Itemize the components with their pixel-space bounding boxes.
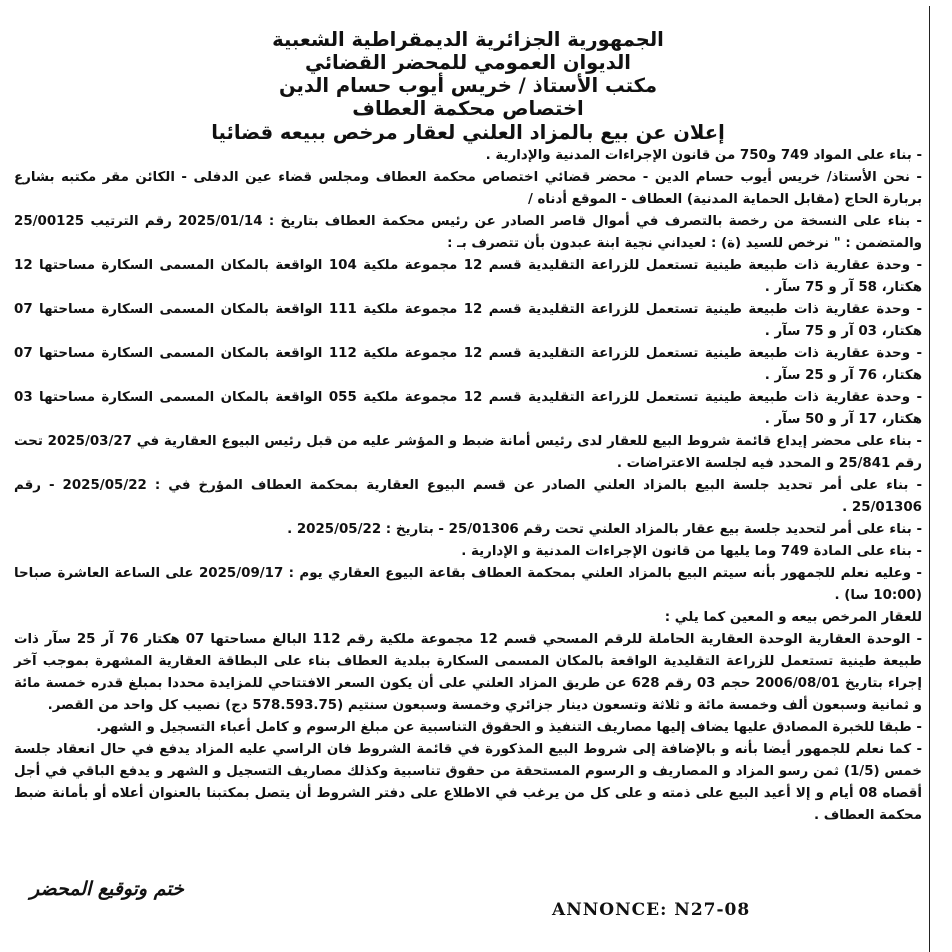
paragraph: - بناء على النسخة من رخصة بالتصرف في أموال قاصر الصادر عن رئيس محكمة العطاف بتاريخ : 2025/01/14 رقم الترتيب 25/00125 والمتضمن : " نرخص للسيد (ة) : لعيداني نجية ابنة عبدون بأن تتصرف بـ :	[14, 214, 922, 251]
paragraph: - بناء على أمر تحديد جلسة البيع بالمزاد العلني الصادر عن قسم البيوع العقارية بمحكمة العطاف المؤرخ في : 2025/05/22 - رقم 25/01306 .	[14, 478, 922, 515]
office-name: الديوان العمومي للمحضر القضائي	[304, 51, 631, 74]
court-jurisdiction: اختصاص محكمة العطاف	[352, 97, 584, 120]
property-unit: - وحدة عقارية ذات طبيعة طينية تستعمل للزراعة التقليدية قسم 12 مجموعة ملكية 112 الواقعة بالمكان المسمى السكارة مساحتها 07 هكتار، 76 آر و 25 سآر .	[14, 346, 922, 383]
paragraph: للعقار المرخص بيعه و المعين كما يلي :	[664, 610, 922, 625]
paragraph: - طبقا للخبرة المصادق عليها يضاف إليها مصاريف التنفيذ و الحقوق التناسبية عن مبلغ الرسوم و كامل أعباء التسجيل و الشهر.	[96, 720, 922, 735]
paragraph: - كما نعلم للجمهور أيضا بأنه و بالإضافة إلى شروط البيع المذكورة في قائمة الشروط فان الراسي عليه المزاد يدفع في حال انعقاد جلسة خمس (1/5) ثمن رسو المزاد و المصاريف و الرسوم المستحقة من حقوق تناسبية وكذلك مصاريف التسجيل و الشهر و يدفع الباقي في أجل أقصاه 08 أيام و إلا أعيد البيع على ذمته و على كل من يرغب في الاطلاع على دفتر الشروط أن يتصل بمكتبنا بالعنوان أعلاه أو بأمانة ضبط محكمة العطاف .	[14, 742, 923, 823]
paragraph: - بناء على أمر لتحديد جلسة بيع عقار بالمزاد العلني تحت رقم 25/01306 - بتاريخ : 2025/05/22 .	[287, 522, 922, 537]
paragraph: - بناء على محضر إيداع قائمة شروط البيع للعقار لدى رئيس أمانة ضبط و المؤشر عليه من قبل رئيس البيوع العقارية في 2025/03/27 تحت رقم 25/841 و المحدد فيه لجلسة الاعتراضات .	[14, 434, 922, 471]
bailiff-office: مكتب الأستاذ / خريس أيوب حسام الدين	[278, 74, 658, 97]
document-header	[14, 28, 922, 145]
property-description: - الوحدة العقارية الوحدة العقارية الحاملة للرقم المسحي قسم 12 مجموعة ملكية رقم 112 البالغ مساحتها 07 هكتار 76 آر 25 سآر ذات طبيعة طينية تستعمل للزراعة التقليدية الواقعة بالمكان المسمى السكارة ببلدية العطاف بناء على البطاقة العقارية المشهرة بموجب آخر إجراء بتاريخ 2006/08/01 حجم 03 رقم 628 عن طريق المزاد العلني على أن يكون السعر الافتتاحي للمزايدة محددا بمبلغ قدره خمسة مائة و ثمانية وسبعون ألف وخمسة مائة و ثلاثة وتسعون دينار جزائري وخمسة وسبعون سنتيم (578.593.75 دج) نصيب كل واحد من القصر.	[14, 632, 923, 713]
announcement-document	[14, 0, 930, 952]
announcement-body	[14, 145, 922, 827]
republic-name: الجمهورية الجزائرية الديمقراطية الشعبية	[272, 28, 664, 51]
annonce-number: ANNONCE: N27-08	[552, 900, 751, 920]
paragraph: - بناء على المادة 749 وما يليها من قانون الإجراءات المدنية و الإدارية .	[461, 544, 922, 559]
signature-label: ختم وتوقيع المحضر	[30, 878, 184, 900]
announcement-title: إعلان عن بيع بالمزاد العلني لعقار مرخص ببيعه قضائيا	[211, 121, 725, 144]
paragraph: - بناء على المواد 749 و750 من قانون الإجراءات المدنية والإدارية .	[485, 148, 922, 163]
auction-date-paragraph: - وعليه نعلم للجمهور بأنه سيتم البيع بالمزاد العلني بمحكمة العطاف بقاعة البيوع العقاري يوم : 2025/09/17 على الساعة العاشرة صباحا (10:00 سا) .	[14, 566, 922, 603]
property-unit: - وحدة عقارية ذات طبيعة طينية تستعمل للزراعة التقليدية قسم 12 مجموعة ملكية 104 الواقعة بالمكان المسمى السكارة مساحتها 12 هكتار، 58 آر و 75 سآر .	[14, 258, 922, 295]
paragraph: - نحن الأستاذ/ خريس أيوب حسام الدين - محضر قضائي اختصاص محكمة العطاف ومجلس قضاء عين الدفلى - الكائن مقر مكتبه بشارع بربارة الحاج (مقابل الحماية المدنية) العطاف - الموقع أدناه /	[14, 170, 922, 207]
property-unit: - وحدة عقارية ذات طبيعة طينية تستعمل للزراعة التقليدية قسم 12 مجموعة ملكية 055 الواقعة بالمكان المسمى السكارة مساحتها 03 هكتار، 17 آر و 50 سآر .	[14, 390, 922, 427]
property-unit: - وحدة عقارية ذات طبيعة طينية تستعمل للزراعة التقليدية قسم 12 مجموعة ملكية 111 الواقعة بالمكان المسمى السكارة مساحتها 07 هكتار، 03 آر و 75 سآر .	[14, 302, 922, 339]
